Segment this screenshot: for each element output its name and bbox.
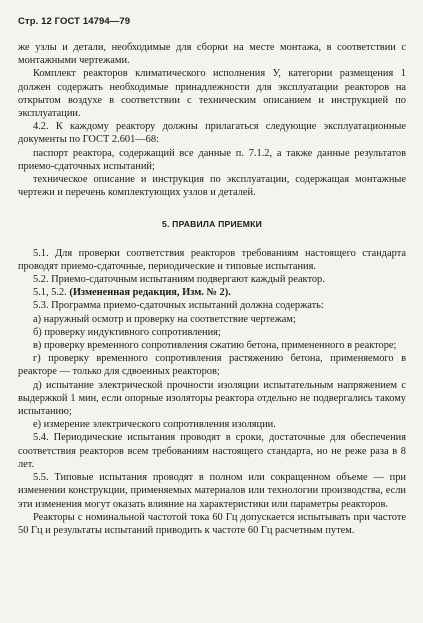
section-title: 5. ПРАВИЛА ПРИЕМКИ (162, 219, 262, 230)
clause-5-4: 5.4. Периодические испытания проводят в сроки, достаточные для обеспечения соответствия реакторов всем требованиям настоящего стандарта, но не реже раза в 8 лет. (18, 432, 406, 470)
list-item-b: б) проверку индуктивного сопротивления; (33, 326, 221, 338)
list-item-d: д) испытание электрической прочности изоляции испытательным напряжением с выдержкой 1 мин, если опорные изоляторы реактора отдельно не подвергались такому испытанию; (18, 379, 406, 418)
paragraph-technical-description: техническое описание и инструкция по эксплуатации, содержащая монтажные чертежи и перечень комплектующих узлов и деталей. (18, 174, 406, 199)
paragraph-4-2: 4.2. К каждому реактору должны прилагаться следующие эксплуатационные документы по ГОСТ 2.601—68: (18, 121, 406, 146)
clause-5-2: 5.2. Приемо-сдаточным испытаниям подвергают каждый реактор. (33, 274, 325, 286)
document-body (18, 41, 406, 537)
clause-5-5: 5.5. Типовые испытания проводят в полном или сокращенном объеме — при изменении конструкции, применяемых материалов или технологии производства, если эти изменения могут оказать влияние на характеристики или параметры реакторов. (18, 472, 406, 510)
paragraph-60hz: Реакторы с номинальной частотой тока 60 Гц допускается испытывать при частоте 50 Гц и результаты испытаний приводить к частоте 60 Гц расчетным путем. (18, 511, 406, 536)
paragraph-climatic-kit: Комплект реакторов климатического исполнения У, категории размещения 1 должен содержать необходимые принадлежности для эксплуатации реакторов на открытом воздухе в соответствии с техническим описанием и инструкцией по эксплуатации. (18, 68, 406, 120)
list-item-v: в) проверку временного сопротивления сжатию бетона, примененного в реакторе; (33, 340, 397, 352)
amendment-note (18, 286, 406, 299)
paragraph-passport: паспорт реактора, содержащий все данные п. 7.1.2, а также данные результатов приемо-сдаточных испытаний; (18, 147, 406, 172)
list-item-e: е) измерение электрического сопротивления изоляции. (33, 419, 276, 431)
clause-5-1: 5.1. Для проверки соответствия реакторов требованиям настоящего стандарта проводят приемо-сдаточные, периодические и типовые испытания. (18, 247, 406, 272)
paragraph-continuation: же узлы и детали, необходимые для сборки на месте монтажа, в соответствии с монтажными чертежами. (18, 42, 406, 67)
amendment-text: (Измененная редакция, Изм. № 2). (69, 287, 231, 299)
list-item-a: а) наружный осмотр и проверку на соответствие чертежам; (33, 313, 296, 325)
list-item-g: г) проверку временного сопротивления растяжению бетона, применяемого в реакторе — только для сдвоенных реакторов; (18, 353, 406, 378)
page-header: Стр. 12 ГОСТ 14794—79 (18, 16, 131, 27)
amendment-ref: 5.1, 5.2. (33, 287, 67, 299)
clause-5-3: 5.3. Программа приемо-сдаточных испытаний должна содержать: (33, 300, 324, 312)
